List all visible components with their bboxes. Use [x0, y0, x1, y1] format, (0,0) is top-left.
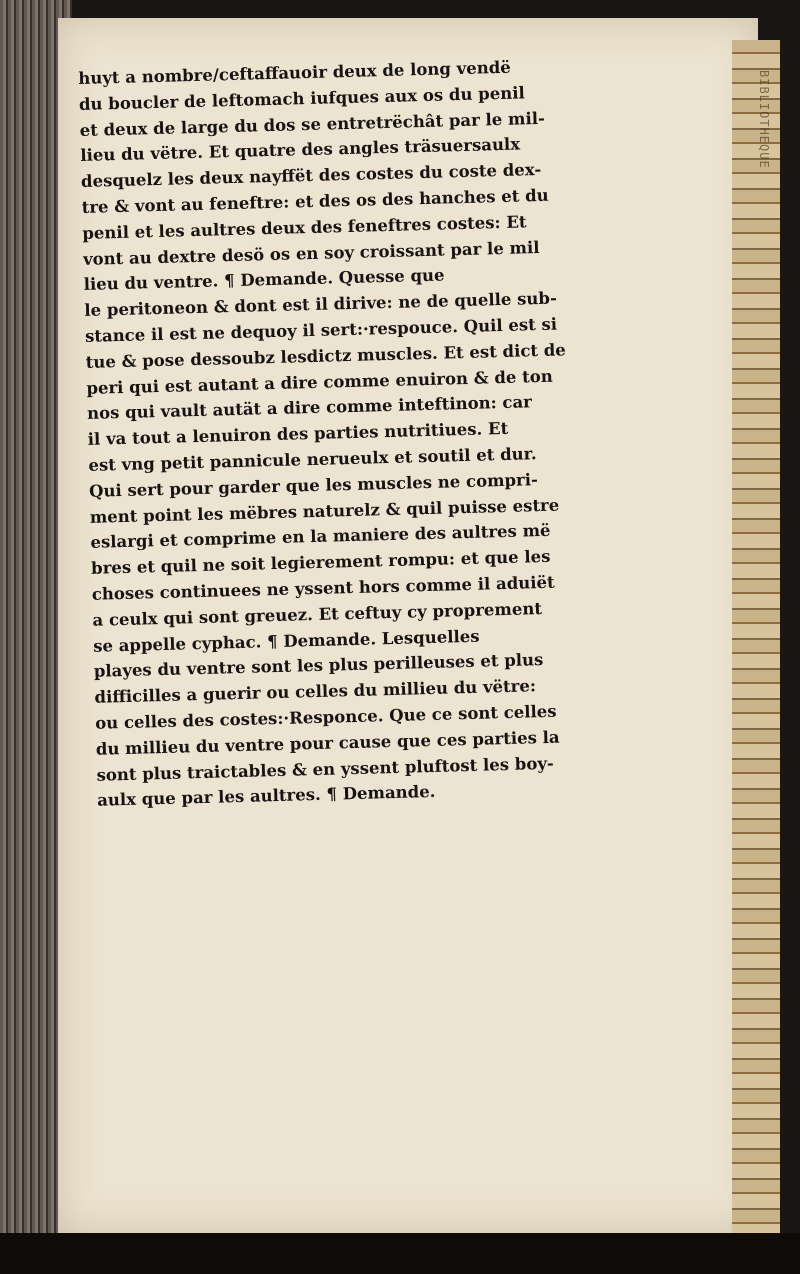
text-line: nos qui vault autät a dire comme inteftinon: car: [86, 392, 533, 424]
edge-label: BIBLIOTHEQUE: [757, 70, 771, 169]
text-line: il va tout a lenuiron des parties nutritiues. Et: [87, 419, 509, 450]
text-line: Qui sert pour garder que les muscles ne compri-: [88, 469, 539, 501]
text-line: a ceulx qui sont greuez. Et ceftuy cy proprement: [92, 598, 543, 630]
text-line: du boucler de leftomach iufques aux os du penil: [78, 83, 525, 114]
text-line: est vng petit pannicule nerueulx et soutil et dur.: [88, 444, 537, 475]
text-line: bres et quil ne soit legierement rompu: et que les: [90, 546, 551, 578]
text-line: du millieu du ventre pour cause que ces parties la: [95, 727, 560, 759]
text-line: ou celles des costes:·Responce. Que ce sont celles: [94, 701, 557, 733]
text-line: choses continuees ne yssent hors comme il aduiët: [91, 572, 555, 604]
text-line: eslargi et comprime en la maniere des aultres më: [90, 521, 551, 553]
text-line: vont au dextre desö os en soy croissant par le mil: [82, 237, 540, 269]
bottom-shadow: [0, 1233, 800, 1274]
text-line: huyt a nombre/ceftaffauoir deux de long vendë: [78, 57, 511, 88]
text-line: ment point les mëbres naturelz & quil puisse estre: [89, 495, 560, 527]
text-line: playes du ventre sont les plus perilleuses et plus: [93, 650, 544, 682]
text-line: se appelle cyphac. ¶ Demande. Lesquelles: [92, 626, 480, 656]
text-line: desquelz les deux nayffët des costes du coste dex-: [80, 160, 542, 192]
text-line: lieu du vëtre. Et quatre des angles träsuersaulx: [80, 134, 521, 166]
text-line: difficilles a guerir ou celles du millieu du vëtre:: [94, 676, 537, 707]
text-line: tre & vont au feneftre: et des os des hanches et du: [81, 185, 549, 217]
body-text: [78, 51, 657, 814]
text-line: tue & pose dessoubz lesdictz muscles. Et est dict de: [85, 340, 567, 372]
text-line: lieu du ventre. ¶ Demande. Quesse que: [83, 265, 445, 295]
text-line: le peritoneon & dont est il dirive: ne de quelle sub-: [84, 288, 558, 321]
text-line: aulx que par les aultres. ¶ Demande.: [96, 782, 436, 811]
text-line: penil et les aultres deux des feneftres costes: Et: [82, 212, 527, 243]
text-line: peri qui est autant a dire comme enuiron & de ton: [86, 366, 553, 398]
text-line: stance il est ne dequoy il sert:·respouce. Quil est si: [84, 314, 558, 346]
text-line: et deux de large du dos se entretrëchât par le mil-: [79, 108, 546, 140]
text-line: sont plus traictables & en yssent pluftost les boy-: [96, 753, 554, 785]
